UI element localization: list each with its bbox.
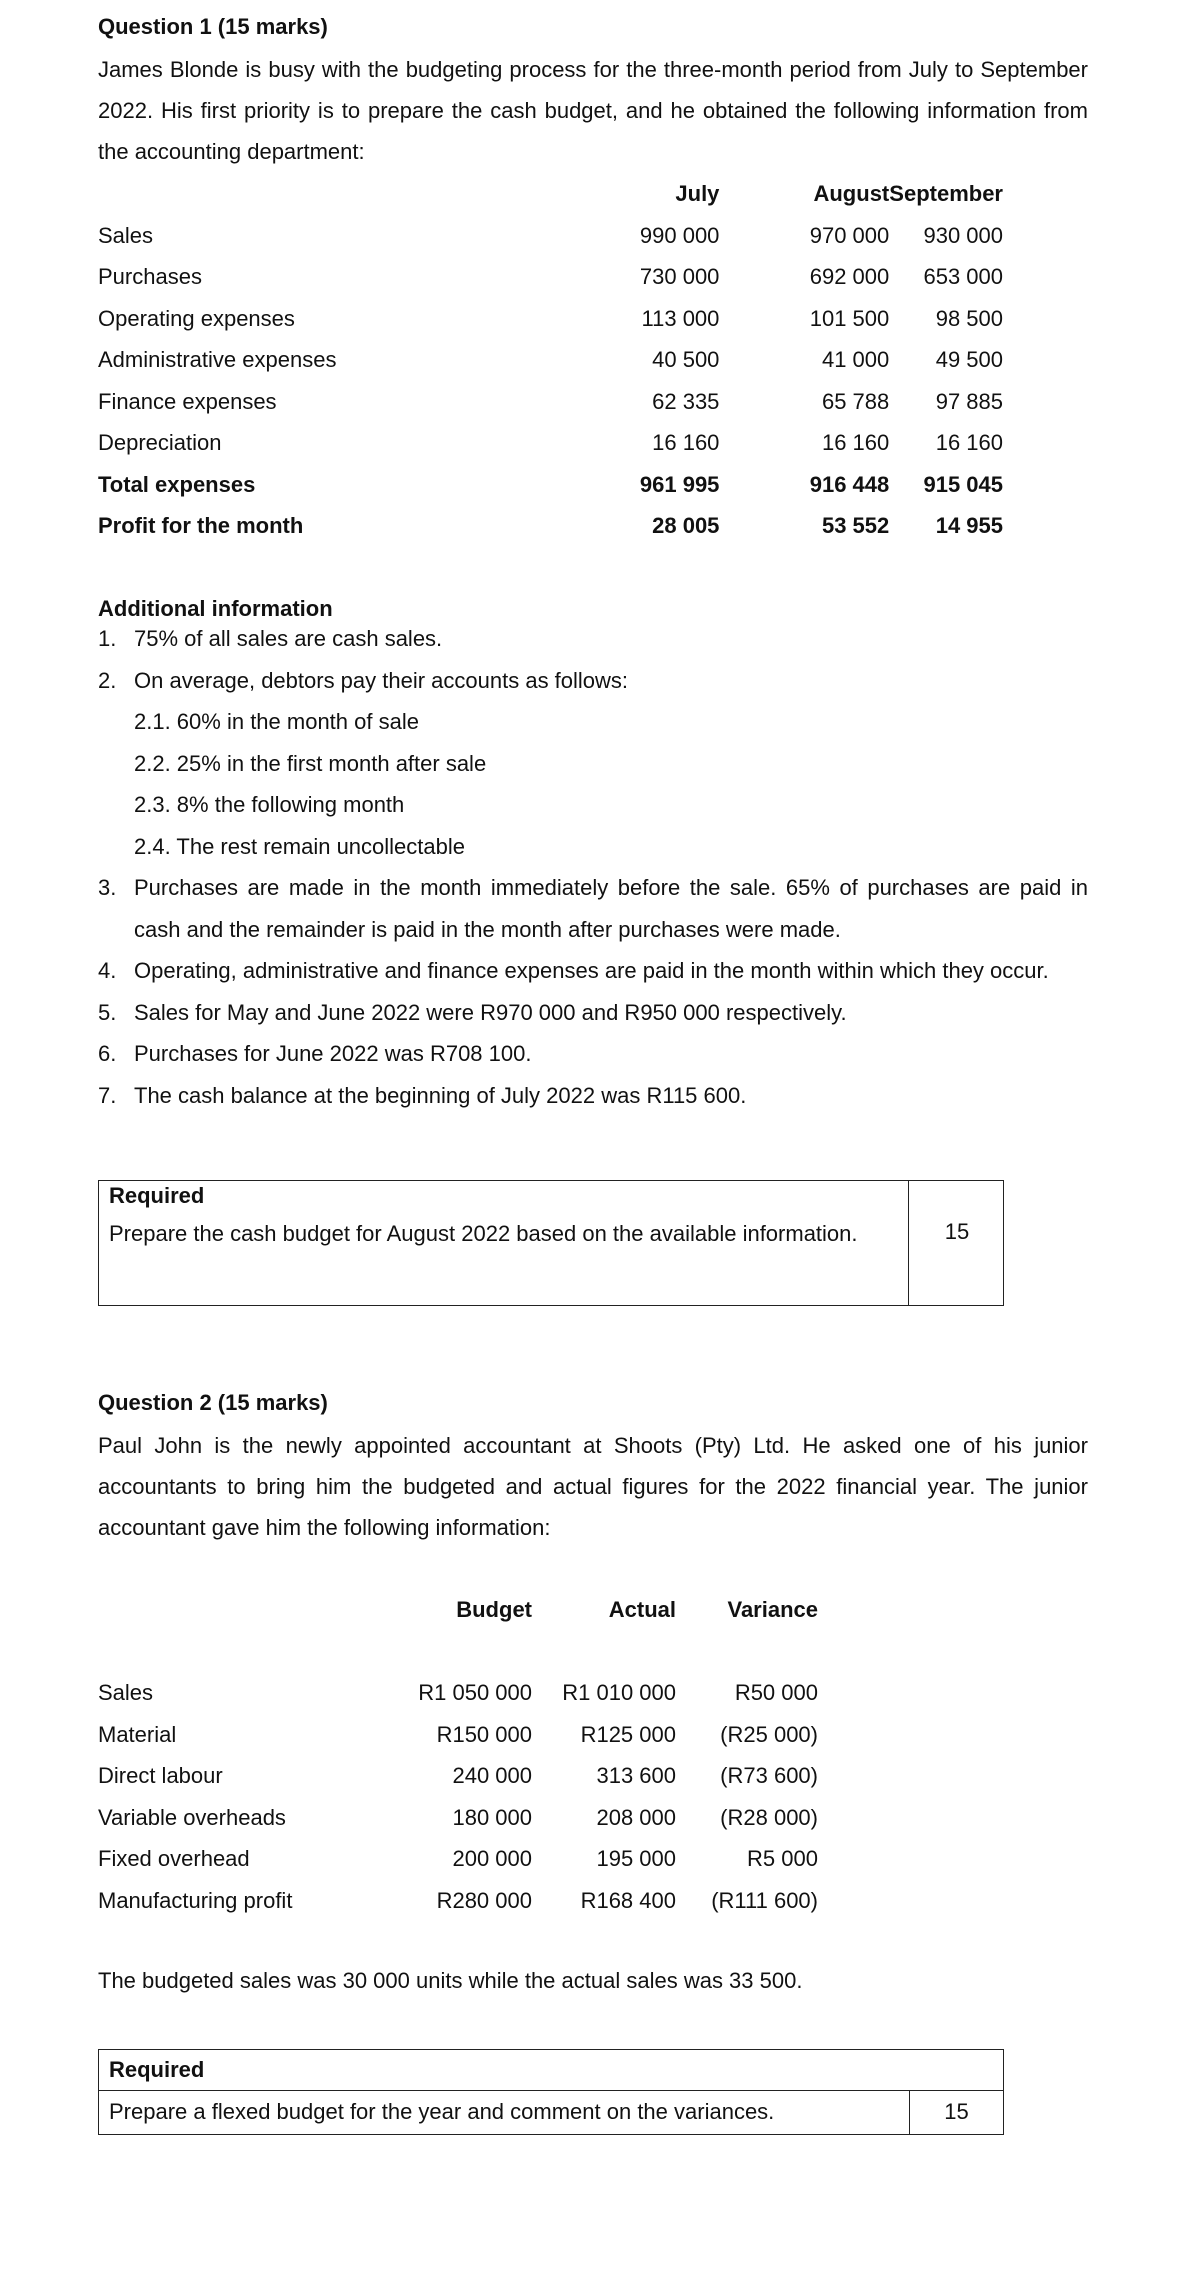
- cell: (R25 000): [720, 1721, 818, 1747]
- list-item: 7. The cash balance at the beginning of July 2022 was R115 600.: [98, 1082, 747, 1108]
- required-label: Required: [109, 1183, 205, 1208]
- cell: 970 000: [809, 222, 890, 248]
- cell: 49 500: [935, 347, 1003, 372]
- cell: (R73 600): [720, 1763, 818, 1788]
- profit-row: [98, 505, 1003, 547]
- row-label: Direct labour: [98, 1763, 223, 1788]
- cell: R1 050 000: [418, 1680, 532, 1705]
- table-header-row: [98, 1589, 818, 1631]
- cell: 180 000: [452, 1804, 532, 1830]
- cell: R168 400: [580, 1887, 676, 1913]
- col-budget: Budget: [456, 1597, 532, 1622]
- table-row: [98, 1755, 818, 1797]
- row-label: Sales: [98, 1680, 154, 1705]
- table-row: [98, 1672, 818, 1714]
- cell: 915 045: [923, 471, 1003, 497]
- cell: 65 788: [821, 388, 890, 414]
- required-text: Prepare the cash budget for August 2022 based on the available information.: [109, 1221, 858, 1246]
- cell: 313 600: [596, 1763, 676, 1788]
- row-label: Material: [98, 1721, 177, 1747]
- additional-information-title: Additional information: [98, 596, 333, 621]
- cell: 40 500: [652, 347, 720, 372]
- cell: 62 335: [652, 388, 720, 414]
- question-1-table: [98, 173, 1003, 547]
- row-label: Total expenses: [98, 471, 256, 497]
- col-actual: Actual: [608, 1597, 676, 1622]
- row-label: Sales: [98, 222, 154, 248]
- cell: 14 955: [935, 513, 1003, 538]
- list-item: 2. On average, debtors pay their accounts as follows:: [98, 667, 629, 693]
- cell: 961 995: [639, 471, 720, 497]
- cell: (R111 600): [711, 1887, 818, 1913]
- cell: 930 000: [923, 222, 1003, 248]
- list-item: 5. Sales for May and June 2022 were R970 000 and R950 000 respectively.: [98, 999, 847, 1025]
- row-label: Fixed overhead: [98, 1846, 250, 1871]
- row-label: Purchases: [98, 264, 202, 289]
- cell: 28 005: [652, 513, 720, 538]
- sub-list-item: 2.4. The rest remain uncollectable: [134, 833, 465, 859]
- cell: 916 448: [809, 471, 890, 497]
- cell: 653 000: [923, 264, 1003, 289]
- table-row: [98, 256, 1003, 298]
- col-september: September: [889, 181, 1003, 206]
- row-label: Operating expenses: [98, 305, 295, 331]
- list-item: 6. Purchases for June 2022 was R708 100.: [98, 1041, 532, 1066]
- additional-information-list: [98, 618, 1088, 1116]
- cell: 208 000: [596, 1804, 676, 1830]
- row-label: Manufacturing profit: [98, 1887, 293, 1913]
- question-2-note: The budgeted sales was 30 000 units while the actual sales was 33 500.: [98, 1968, 803, 1993]
- cell: R125 000: [580, 1721, 676, 1747]
- question-1-required-box: [98, 1180, 1004, 1306]
- table-row: [98, 1880, 818, 1922]
- row-label: Profit for the month: [98, 513, 304, 538]
- cell: 16 160: [652, 430, 720, 455]
- cell: 240 000: [452, 1763, 532, 1788]
- table-row: [98, 381, 1003, 423]
- cell: 101 500: [809, 305, 890, 331]
- cell: 16 160: [821, 430, 890, 455]
- list-item: 4. Operating, administrative and finance expenses are paid in the month within which they occur.: [98, 958, 1049, 983]
- cell: 41 000: [821, 347, 890, 372]
- sub-list-item: 2.1. 60% in the month of sale: [134, 709, 419, 734]
- cell: R5 000: [747, 1846, 818, 1871]
- row-label: Depreciation: [98, 430, 222, 455]
- table-row: [98, 1838, 818, 1880]
- cell: 200 000: [452, 1846, 532, 1871]
- total-expenses-row: [98, 464, 1003, 506]
- question-1-title: Question 1 (15 marks): [98, 14, 328, 39]
- cell: 98 500: [935, 305, 1003, 331]
- table-row: [98, 339, 1003, 381]
- question-2-title: Question 2 (15 marks): [98, 1390, 328, 1415]
- cell: R1 010 000: [562, 1680, 676, 1705]
- cell: R150 000: [436, 1721, 532, 1747]
- cell: 113 000: [641, 305, 720, 331]
- table-row: [98, 298, 1003, 340]
- row-label: Administrative expenses: [98, 347, 337, 372]
- list-item: 3. Purchases are made in the month immediately before the sale. 65% of purchases are paid in cash and the remainder is paid in the month after purchases were made.: [98, 875, 1088, 942]
- question-2-intro: Paul John is the newly appointed accountant at Shoots (Pty) Ltd. He asked one of his junior accountants to bring him the budgeted and actual figures for the 2022 financial year. The junior accountant gave him the following information:: [98, 1433, 1088, 1540]
- table-row: [98, 1714, 818, 1756]
- table-row: [98, 215, 1003, 257]
- cell: 97 885: [935, 388, 1003, 414]
- marks: 15: [944, 2099, 969, 2124]
- cell: 195 000: [596, 1846, 676, 1871]
- row-label: Variable overheads: [98, 1804, 286, 1830]
- table-header-row: [98, 173, 1003, 215]
- cell: R280 000: [436, 1887, 532, 1913]
- cell: (R28 000): [720, 1804, 818, 1830]
- required-label: Required: [109, 2057, 205, 2082]
- col-july: July: [675, 181, 720, 206]
- cell: 692 000: [809, 264, 890, 289]
- required-text: Prepare a flexed budget for the year and comment on the variances.: [109, 2099, 775, 2124]
- marks: 15: [944, 1219, 970, 1244]
- cell: 990 000: [639, 222, 720, 248]
- question-2-table: [98, 1589, 818, 1921]
- question-1-intro: James Blonde is busy with the budgeting process for the three-month period from July to September 2022. His first priority is to prepare the cash budget, and he obtained the following information from the accounting department:: [98, 57, 1088, 164]
- sub-list-item: 2.3. 8% the following month: [134, 792, 405, 817]
- col-variance: Variance: [727, 1597, 818, 1622]
- cell: 730 000: [639, 264, 720, 289]
- list-item: 1. 75% of all sales are cash sales.: [98, 626, 443, 651]
- row-label: Finance expenses: [98, 388, 277, 414]
- sub-list-item: 2.2. 25% in the first month after sale: [134, 750, 487, 776]
- col-august: August: [813, 181, 890, 206]
- table-row: [98, 1797, 818, 1839]
- cell: R50 000: [734, 1680, 818, 1705]
- table-row: [98, 422, 1003, 464]
- cell: 53 552: [821, 513, 890, 538]
- question-2-required-box: [98, 2049, 1004, 2135]
- cell: 16 160: [935, 430, 1003, 455]
